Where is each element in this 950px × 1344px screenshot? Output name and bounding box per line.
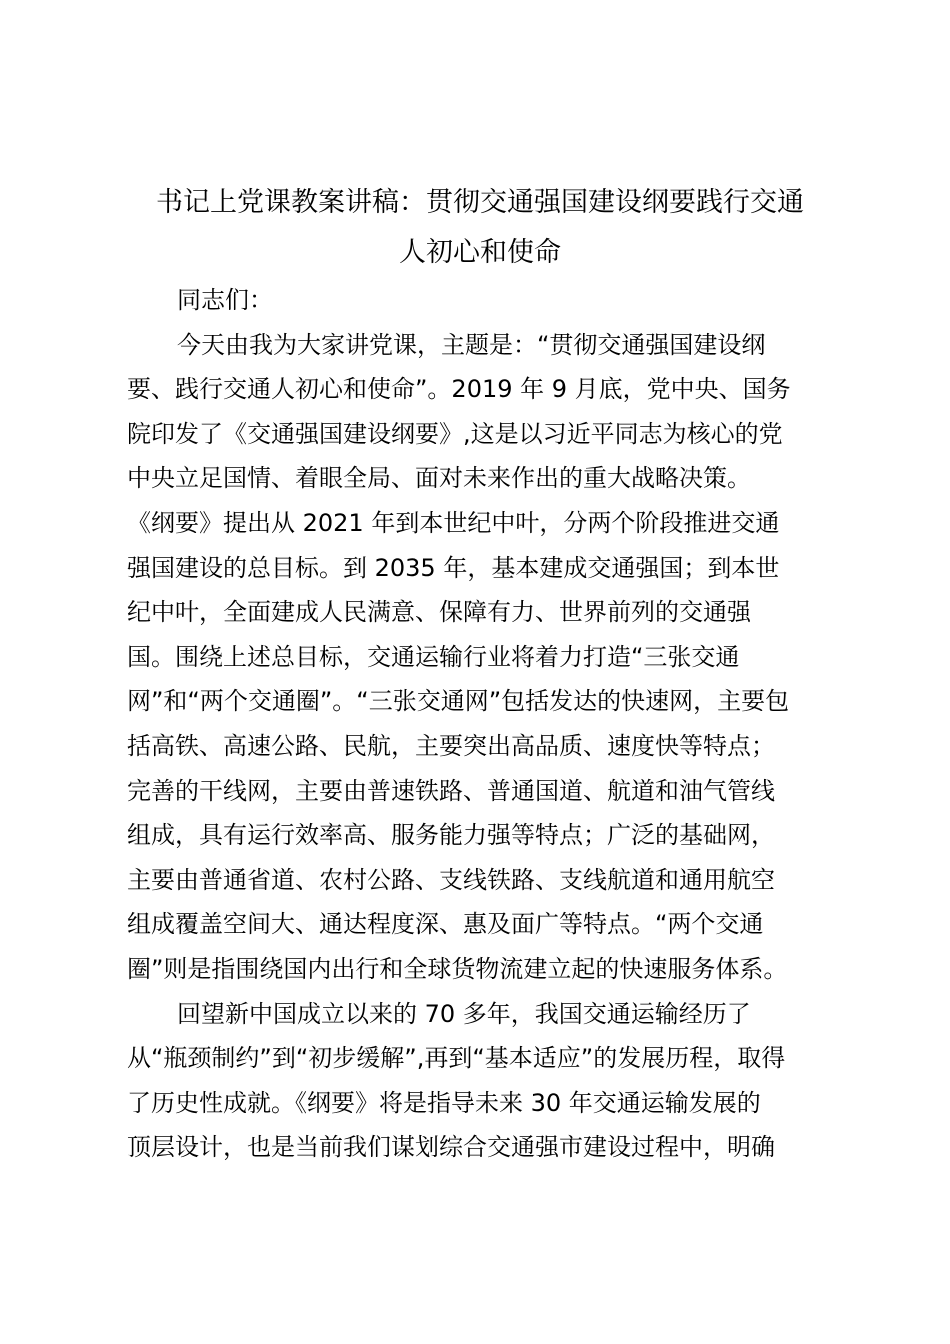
document-body bbox=[127, 278, 832, 1170]
body-line: 组成，具有运行效率高、服务能力强等特点；广泛的基础网， bbox=[127, 821, 775, 850]
body-line: 组成覆盖空间大、通达程度深、惠及面广等特点。“两个交通 bbox=[127, 910, 764, 939]
body-line: 完善的干线网，主要由普速铁路、普通国道、航道和油气管线 bbox=[127, 776, 775, 805]
body-line: 顶层设计，也是当前我们谋划综合交通强市建设过程中，明确 bbox=[127, 1133, 775, 1162]
body-line: 《纲要》提出从 2021 年到本世纪中叶，分两个阶段推进交通 bbox=[127, 508, 780, 537]
body-line: 网”和“两个交通圈”。“三张交通网”包括发达的快速网，主要包 bbox=[127, 687, 790, 716]
body-line: 圈”则是指围绕国内出行和全球货物流建立起的快速服务体系。 bbox=[127, 954, 788, 983]
body-line: 了历史性成就。《纲要》将是指导未来 30 年交通运输发展的 bbox=[127, 1088, 761, 1117]
body-line: 从“瓶颈制约”到“初步缓解”,再到“基本适应”的发展历程，取得 bbox=[127, 1044, 786, 1073]
title-line-2: 人初心和使命 bbox=[399, 237, 561, 268]
title-line-1: 书记上党课教案讲稿：贯彻交通强国建设纲要践行交通 bbox=[156, 187, 804, 218]
body-line: 院印发了《交通强国建设纲要》,这是以习近平同志为核心的党 bbox=[127, 419, 783, 448]
body-line: 强国建设的总目标。到 2035 年，基本建成交通强国；到本世 bbox=[127, 553, 780, 582]
body-line: 同志们： bbox=[177, 286, 273, 314]
body-line: 今天由我为大家讲党课，主题是：“贯彻交通强国建设纲 bbox=[177, 330, 766, 359]
body-line: 中央立足国情、着眼全局、面对未来作出的重大战略决策。 bbox=[127, 464, 751, 493]
body-line: 纪中叶，全面建成人民满意、保障有力、世界前列的交通强 bbox=[127, 598, 751, 627]
body-line: 主要由普通省道、农村公路、支线铁路、支线航道和通用航空 bbox=[127, 865, 775, 894]
body-line: 要、践行交通人初心和使命”。2019 年 9 月底，党中央、国务 bbox=[127, 375, 791, 404]
document-title bbox=[125, 178, 835, 278]
body-line: 国。围绕上述总目标，交通运输行业将着力打造“三张交通 bbox=[127, 642, 740, 671]
body-line: 括高铁、高速公路、民航，主要突出高品质、速度快等特点； bbox=[127, 731, 775, 760]
body-line: 回望新中国成立以来的 70 多年，我国交通运输经历了 bbox=[177, 999, 751, 1028]
